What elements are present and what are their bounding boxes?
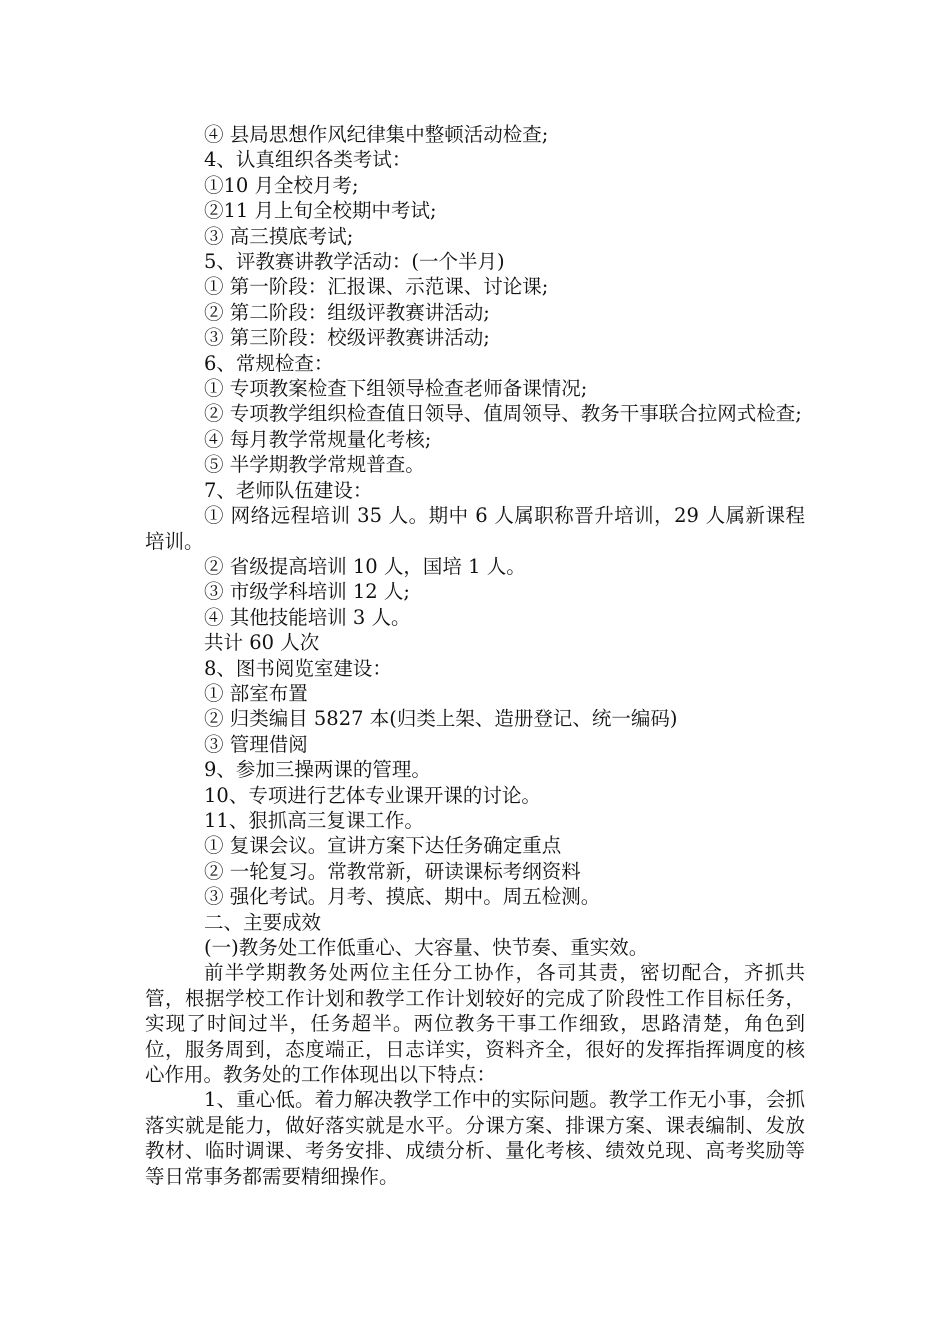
text-line: ① 第一阶段：汇报课、示范课、讨论课; xyxy=(204,275,549,299)
section-heading-arts: 10、专项进行艺体专业课开课的讨论。 xyxy=(204,783,541,807)
document-body xyxy=(145,122,805,1189)
text-line: ④ 每月教学常规量化考核; xyxy=(204,427,432,451)
text-line: ① 部室布置 xyxy=(204,681,308,705)
paragraph-training: ① 网络远程培训 35 人。期中 6 人属职称晋升培训，29 人属新课程培训。 xyxy=(145,504,805,553)
text-line: ⑤ 半学期教学常规普查。 xyxy=(204,453,425,477)
text-line: ③ 高三摸底考试; xyxy=(204,224,354,248)
text-line: ① 复课会议。宣讲方案下达任务确定重点 xyxy=(204,834,562,858)
subsection-heading: (一)教务处工作低重心、大容量、快节奏、重实效。 xyxy=(204,936,649,959)
section-heading-results: 二、主要成效 xyxy=(204,910,322,934)
text-line: 共计 60 人次 xyxy=(204,631,320,655)
section-heading-exams: 4、认真组织各类考试： xyxy=(204,148,412,172)
paragraph-point-1: 1、重心低。着力解决教学工作中的实际问题。教学工作无小事，会抓落实就是能力，做好落实就是水平。分课方案、排课方案、课表编制、发放教材、临时调课、考务安排、成绩分析、量化考核、绩效兑现、高考奖励等等日常事务都需要精细操作。 xyxy=(145,1088,805,1188)
text-line: ③ 第三阶段：校级评教赛讲活动; xyxy=(204,326,490,350)
text-line: ③ 市级学科培训 12 人; xyxy=(204,580,410,604)
text-line: ③ 管理借阅 xyxy=(204,732,308,756)
paragraph-summary: 前半学期教务处两位主任分工协作，各司其责，密切配合，齐抓共管，根据学校工作计划和教学工作计划较好的完成了阶段性工作目标任务，实现了时间过半，任务超半。两位教务干事工作细致，思路清楚，角色到位，服务周到，态度端正，日志详实，资料齐全，很好的发挥指挥调度的核心作用。教务处的工作体现出以下特点： xyxy=(145,961,805,1087)
text-line: ② 一轮复习。常教常新，研读课标考纲资料 xyxy=(204,859,581,883)
text-line: ①10 月全校月考; xyxy=(204,173,359,197)
text-line: ① 专项教案检查下组领导检查老师备课情况; xyxy=(204,377,588,401)
text-line: ③ 强化考试。月考、摸底、期中。周五检测。 xyxy=(204,885,601,909)
paragraph-check: ② 专项教学组织检查值日领导、值周领导、教务干事联合拉网式检查; xyxy=(204,402,802,426)
text-line: ② 第二阶段：组级评教赛讲活动; xyxy=(204,300,490,324)
section-heading-senior-review: 11、狠抓高三复课工作。 xyxy=(204,808,424,832)
section-heading-routine-check: 6、常规检查： xyxy=(204,351,334,375)
text-line: ④ 县局思想作风纪律集中整顿活动检查; xyxy=(204,123,549,146)
text-line: ② 归类编目 5827 本(归类上架、造册登记、统一编码) xyxy=(204,707,678,731)
text-line: ④ 其他技能培训 3 人。 xyxy=(204,605,411,629)
section-heading-teaching-activity: 5、评教赛讲教学活动：(一个半月) xyxy=(204,250,505,274)
section-heading-exercises: 9、参加三操两课的管理。 xyxy=(204,758,431,782)
section-heading-teacher-team: 7、老师队伍建设： xyxy=(204,478,373,502)
text-line: ② 省级提高培训 10 人，国培 1 人。 xyxy=(204,554,526,578)
text-line: ②11 月上旬全校期中考试; xyxy=(204,199,437,223)
section-heading-library: 8、图书阅览室建设： xyxy=(204,656,392,680)
